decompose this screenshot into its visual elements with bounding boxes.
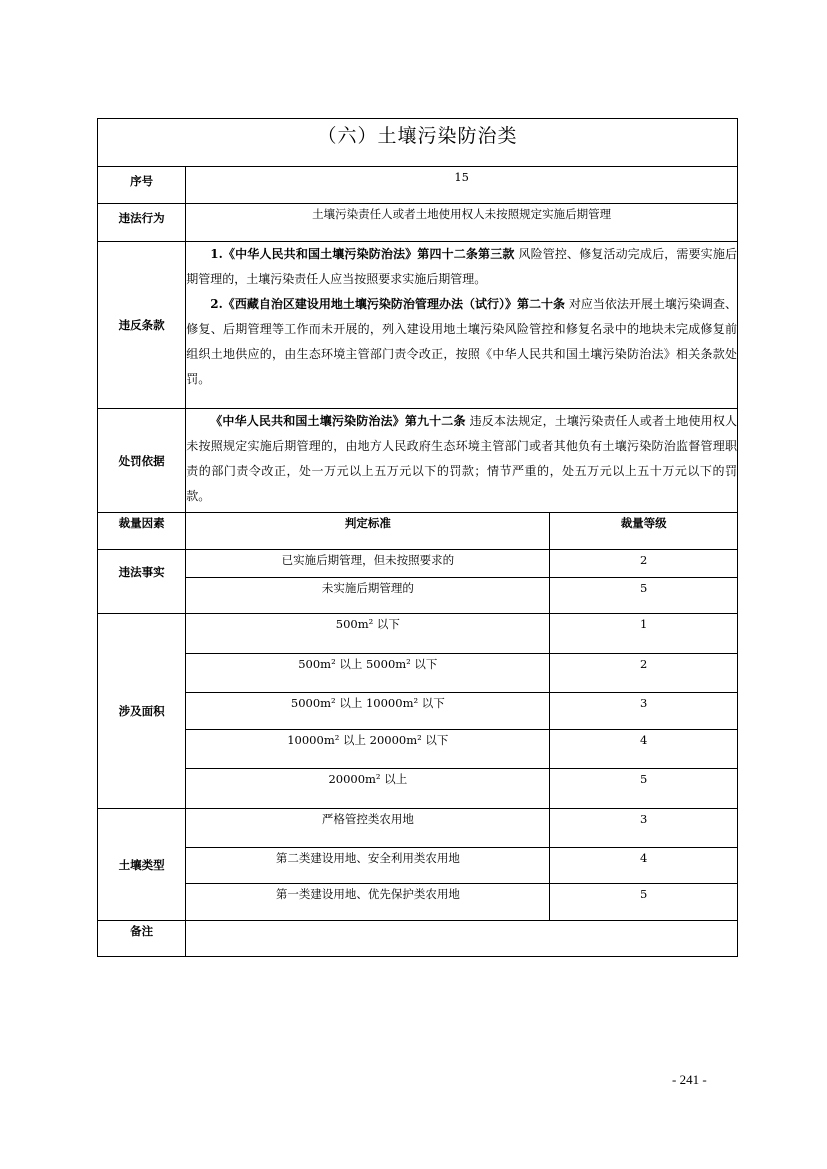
- facts-label: 违法事实: [98, 550, 186, 614]
- area-criteria: 5000m² 以上 10000m² 以下: [186, 693, 550, 730]
- section-title-cell: [98, 119, 738, 167]
- remarks-label: 备注: [98, 921, 186, 957]
- clause-law: 《西藏自治区建设用地土壤污染防治管理办法（试行）》第二十条: [222, 297, 566, 311]
- penalty-law: 《中华人民共和国土壤污染防治法》第九十二条: [210, 414, 466, 428]
- area-level: 5: [550, 769, 738, 809]
- page-number: - 241 -: [672, 1072, 707, 1087]
- area-level: 3: [550, 693, 738, 730]
- serial-value: 15: [186, 167, 738, 204]
- soil-type-criteria: 严格管控类农用地: [186, 809, 550, 848]
- clause-item: [186, 292, 737, 392]
- soil-type-criteria: 第二类建设用地、安全利用类农用地: [186, 848, 550, 884]
- clause-item: [186, 242, 737, 292]
- area-level: 1: [550, 614, 738, 654]
- facts-criteria: 未实施后期管理的: [186, 578, 550, 614]
- facts-level: 2: [550, 550, 738, 578]
- area-criteria: 20000m² 以上: [186, 769, 550, 809]
- behavior-value: 土壤污染责任人或者土地使用权人未按照规定实施后期管理: [186, 204, 738, 242]
- penalty-text: 违反本法规定，土壤污染责任人或者土地使用权人未按照规定实施后期管理的，由地方人民政府生态环境主管部门或者其他负有土壤污染防治监督管理职责的部门责令改正，处一万元以上五万元以下的罚款；情节严重的，处五万元以上五十万元以下的罚款。: [186, 414, 737, 503]
- area-criteria: 10000m² 以上 20000m² 以下: [186, 730, 550, 769]
- header-criteria: 判定标准: [186, 513, 550, 550]
- remarks-value: [186, 921, 738, 957]
- violated-clauses-label: 违反条款: [98, 242, 186, 409]
- clause-text: 风险管控、修复活动完成后，需要实施后期管理的，土壤污染责任人应当按照要求实施后期管理。: [186, 247, 737, 286]
- clause-number: 1.: [210, 247, 223, 261]
- serial-label: 序号: [98, 167, 186, 204]
- soil-type-level: 5: [550, 884, 738, 921]
- area-criteria: 500m² 以下: [186, 614, 550, 654]
- penalty-basis-label: 处罚依据: [98, 409, 186, 513]
- clause-text: 对应当依法开展土壤污染调查、修复、后期管理等工作而未开展的，列入建设用地土壤污染风险管控和修复名录中的地块未完成修复前组织土地供应的，由生态环境主管部门责令改正，按照《中华人民共和国土壤污染防治法》相关条款处罚。: [186, 297, 737, 386]
- violated-clauses-content: [186, 242, 738, 409]
- header-level: 裁量等级: [550, 513, 738, 550]
- soil-type-label: 土壤类型: [98, 809, 186, 921]
- area-level: 4: [550, 730, 738, 769]
- area-criteria: 500m² 以上 5000m² 以下: [186, 654, 550, 693]
- facts-criteria: 已实施后期管理，但未按照要求的: [186, 550, 550, 578]
- behavior-label: 违法行为: [98, 204, 186, 242]
- discretion-table: [97, 118, 738, 957]
- header-factor: 裁量因素: [98, 513, 186, 550]
- area-label: 涉及面积: [98, 614, 186, 809]
- facts-level: 5: [550, 578, 738, 614]
- area-level: 2: [550, 654, 738, 693]
- section-title: （六）土壤污染防治类: [317, 125, 518, 147]
- penalty-paragraph: [186, 409, 737, 509]
- penalty-basis-content: [186, 409, 738, 513]
- clause-law: 《中华人民共和国土壤污染防治法》第四十二条第三款: [222, 247, 515, 261]
- soil-type-criteria: 第一类建设用地、优先保护类农用地: [186, 884, 550, 921]
- soil-type-level: 4: [550, 848, 738, 884]
- clause-number: 2.: [210, 297, 223, 311]
- soil-type-level: 3: [550, 809, 738, 848]
